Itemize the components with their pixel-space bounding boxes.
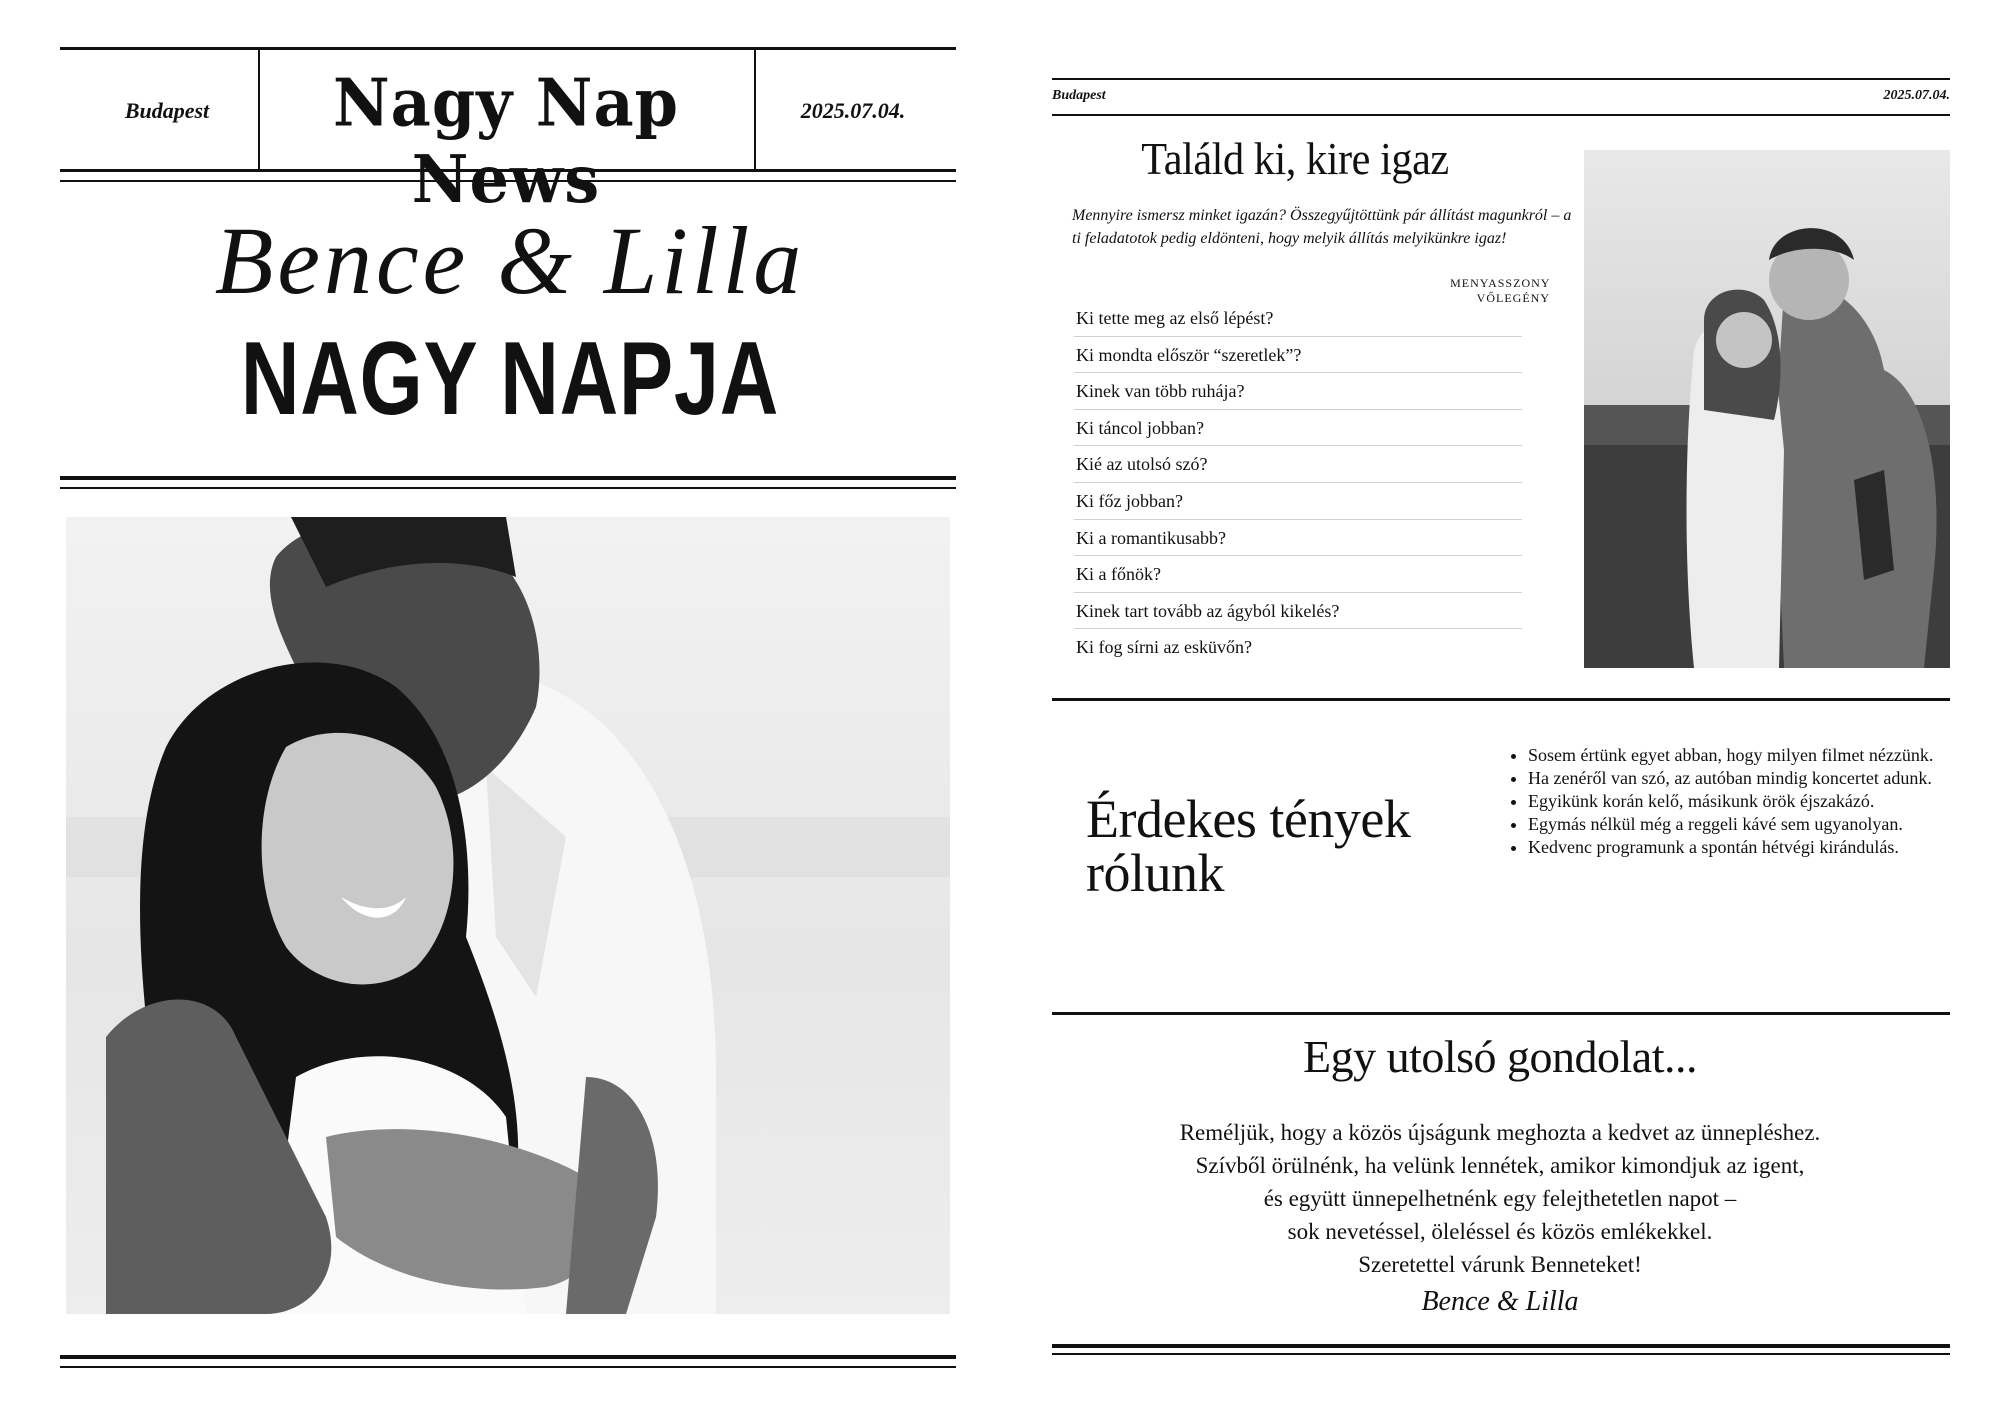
facts-list bbox=[1500, 744, 1956, 859]
quiz-question: Ki fog sírni az esküvőn? bbox=[1076, 637, 1252, 658]
masthead-top-rule bbox=[60, 47, 956, 50]
quiz-intro: Mennyire ismersz minket igazán? Összegyűjtöttünk pár állítást magunkról – a ti feladatotok pedig eldönteni, hogy melyik állítás melyikünkre igaz! bbox=[1072, 207, 1572, 247]
couple-photo-main bbox=[66, 517, 950, 1314]
date-label: 2025.07.04. bbox=[800, 98, 906, 123]
footer-rule-thin bbox=[60, 1366, 956, 1368]
closing-signature: Bence & Lilla bbox=[1421, 1286, 1579, 1317]
header-top-rule bbox=[1052, 78, 1950, 80]
quiz-question: Kinek tart tovább az ágyból kikelés? bbox=[1074, 593, 1522, 630]
header-bottom-rule bbox=[1052, 114, 1950, 116]
masthead-divider-right bbox=[754, 47, 756, 171]
fact-item: • Ha zenéről van szó, az autóban mindig koncertet adunk. bbox=[1528, 767, 1956, 790]
section-rule-1 bbox=[1052, 698, 1950, 701]
city-label: Budapest bbox=[1052, 88, 1106, 103]
quiz-question: Ki mondta először “szeretlek”? bbox=[1074, 337, 1522, 374]
facts-title: Érdekes tények rólunk bbox=[1086, 789, 1411, 903]
quiz-question: Ki a főnök? bbox=[1074, 556, 1522, 593]
couple-photo-side bbox=[1584, 150, 1950, 668]
closing-line: Szívből örülnénk, ha velünk lennétek, amikor kimondjuk az igent, bbox=[1195, 1153, 1805, 1178]
bride-column-label: MENYASSZONY bbox=[1450, 276, 1550, 290]
couple-names: Bence & Lilla bbox=[214, 207, 806, 314]
headline-rule-thin bbox=[60, 487, 956, 489]
footer-rule-thick bbox=[60, 1355, 956, 1359]
quiz-question: Kinek van több ruhája? bbox=[1074, 373, 1522, 410]
headline-rule-thick bbox=[60, 476, 956, 480]
quiz-question: Kié az utolsó szó? bbox=[1074, 446, 1522, 483]
groom-column-label: VŐLEGÉNY bbox=[1476, 291, 1550, 305]
closing-message bbox=[1052, 1116, 1948, 1281]
fact-item: • Kedvenc programunk a spontán hétvégi kirándulás. bbox=[1528, 836, 1956, 859]
closing-line: és együtt ünnepelhetnénk egy felejthetetlen napot – bbox=[1263, 1186, 1737, 1211]
fact-item: • Sosem értünk egyet abban, hogy milyen filmet nézzünk. bbox=[1528, 744, 1956, 767]
quiz-question: Ki főz jobban? bbox=[1074, 483, 1522, 520]
headline: NAGY NAPJA bbox=[240, 321, 780, 437]
quiz-title: Találd ki, kire igaz bbox=[1141, 133, 1449, 184]
section-rule-2 bbox=[1052, 1012, 1950, 1015]
fact-item: • Egymás nélkül még a reggeli kávé sem ugyanolyan. bbox=[1528, 813, 1956, 836]
newspaper-title: Nagy Nap News bbox=[332, 64, 679, 218]
closing-line: Reméljük, hogy a közös újságunk meghozta a kedvet az ünnepléshez. bbox=[1179, 1120, 1821, 1145]
closing-line: Szeretettel várunk Benneteket! bbox=[1358, 1252, 1642, 1277]
city-label: Budapest bbox=[124, 98, 210, 123]
footer-rule-thin bbox=[1052, 1353, 1950, 1355]
closing-line: sok nevetéssel, öleléssel és közös emlékekkel. bbox=[1287, 1219, 1713, 1244]
fact-item: • Egyikünk korán kelő, másikunk örök éjszakázó. bbox=[1528, 790, 1956, 813]
quiz-question-list bbox=[1074, 300, 1522, 666]
closing-title: Egy utolsó gondolat... bbox=[1302, 1031, 1698, 1082]
quiz-question: Ki tette meg az első lépést? bbox=[1074, 300, 1522, 337]
quiz-question: Ki a romantikusabb? bbox=[1074, 520, 1522, 557]
footer-rule-thick bbox=[1052, 1344, 1950, 1348]
quiz-question: Ki táncol jobban? bbox=[1074, 410, 1522, 447]
date-label: 2025.07.04. bbox=[1883, 88, 1950, 103]
